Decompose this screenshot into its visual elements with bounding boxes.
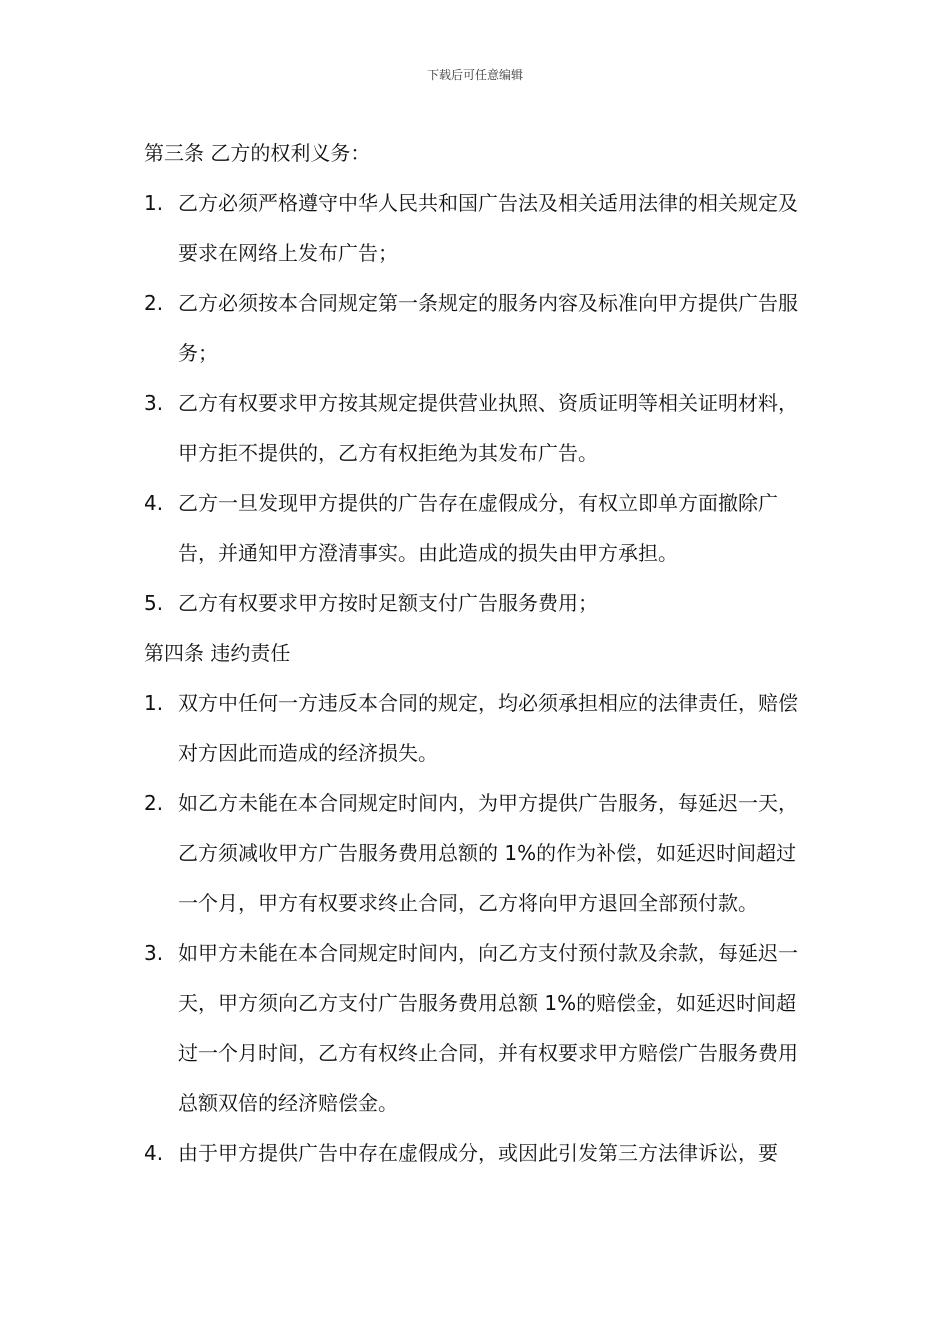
item-text: 如甲方未能在本合同规定时间内，向乙方支付预付款及余款，每延迟一天，甲方须向乙方支付广告服务费用总额 1%的赔偿金，如延迟时间超过一个月时间，乙方有权终止合同，并有权要求甲方赔偿广告服务费用总额双倍的经济赔偿金。 xyxy=(178,941,798,1115)
section-heading: 第四条 违约责任 xyxy=(144,641,291,665)
section-article-3 xyxy=(144,128,814,628)
clause-list xyxy=(144,678,814,1178)
item-text: 乙方有权要求甲方按时足额支付广告服务费用； xyxy=(178,591,598,615)
item-text: 如乙方未能在本合同规定时间内，为甲方提供广告服务，每延迟一天，乙方须减收甲方广告服务费用总额的 1%的作为补偿，如延迟时间超过一个月，甲方有权要求终止合同，乙方将向甲方退回全部预付款。 xyxy=(178,791,798,915)
item-number: 3. xyxy=(144,941,164,965)
list-item xyxy=(144,928,814,1128)
item-number: 1. xyxy=(144,691,164,715)
item-number: 2. xyxy=(144,291,164,315)
item-text: 由于甲方提供广告中存在虚假成分，或因此引发第三方法律诉讼，要 xyxy=(178,1141,778,1165)
list-item xyxy=(144,378,814,478)
item-number: 4. xyxy=(144,491,164,515)
item-text: 乙方一旦发现甲方提供的广告存在虚假成分，有权立即单方面撤除广告，并通知甲方澄清事实。由此造成的损失由甲方承担。 xyxy=(178,491,778,565)
item-text: 双方中任何一方违反本合同的规定，均必须承担相应的法律责任，赔偿对方因此而造成的经济损失。 xyxy=(178,691,798,765)
list-item xyxy=(144,278,814,378)
item-number: 1. xyxy=(144,191,164,215)
list-item xyxy=(144,778,814,928)
item-number: 3. xyxy=(144,391,164,415)
item-number: 2. xyxy=(144,791,164,815)
list-item xyxy=(144,578,814,628)
list-item xyxy=(144,678,814,778)
clause-list xyxy=(144,178,814,628)
page-header-note: 下载后可任意编辑 xyxy=(426,68,523,82)
item-text: 乙方必须严格遵守中华人民共和国广告法及相关适用法律的相关规定及要求在网络上发布广告； xyxy=(178,191,798,265)
item-number: 4. xyxy=(144,1141,164,1165)
list-item xyxy=(144,178,814,278)
document-body xyxy=(144,128,814,1178)
section-article-4 xyxy=(144,628,814,1178)
item-text: 乙方有权要求甲方按其规定提供营业执照、资质证明等相关证明材料，甲方拒不提供的，乙方有权拒绝为其发布广告。 xyxy=(178,391,798,465)
list-item xyxy=(144,1128,814,1178)
item-text: 乙方必须按本合同规定第一条规定的服务内容及标准向甲方提供广告服务； xyxy=(178,291,798,365)
list-item xyxy=(144,478,814,578)
item-number: 5. xyxy=(144,591,164,615)
section-heading: 第三条 乙方的权利义务： xyxy=(144,141,371,165)
